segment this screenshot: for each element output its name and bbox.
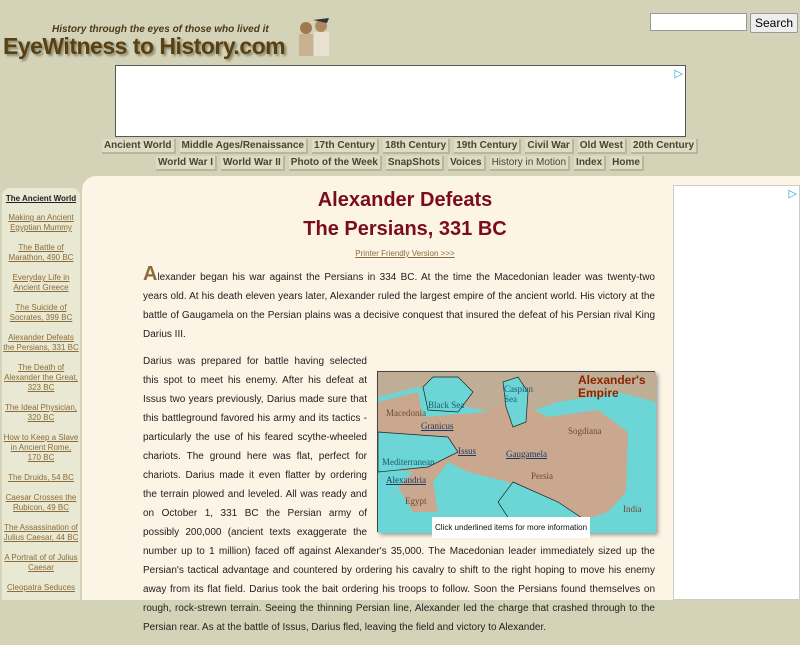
map-label-caspian: Caspian Sea [504,384,533,404]
nav-wwi[interactable]: World War I [156,156,217,171]
paragraph-2 [143,352,655,637]
printer-friendly [140,249,670,258]
nav-snapshots[interactable]: SnapShots [386,156,444,171]
search-form [650,13,798,33]
search-button[interactable]: Search [750,13,798,33]
map-label-macedonia: Macedonia [386,408,426,418]
nav-home[interactable]: Home [610,156,644,171]
map-title: Alexander's Empire [578,373,646,400]
right-ad[interactable] [673,185,800,600]
nav-index[interactable]: Index [574,156,606,171]
map-link-alexandria[interactable]: Alexandria [386,475,426,485]
sidebar-heading[interactable]: The Ancient World [5,194,77,203]
nav-voices[interactable]: Voices [448,156,486,171]
sidebar-item[interactable]: The Battle of Marathon, 490 BC [8,243,74,262]
nav-middle-ages[interactable]: Middle Ages/Renaissance [180,139,308,154]
sidebar-item[interactable]: The Druids, 54 BC [8,473,74,482]
sidebar-item[interactable]: A Portrait of of Julius Caesar [4,553,78,572]
article-body [143,263,655,645]
sidebar-item[interactable]: The Ideal Physician, 320 BC [4,403,78,422]
map-link-granicus[interactable]: Granicus [421,421,454,431]
drop-cap: A [143,263,158,285]
nav-civil-war[interactable]: Civil War [525,139,573,154]
logo-figures-icon [294,14,334,56]
nav-20th-century[interactable]: 20th Century [631,139,698,154]
sidebar-item[interactable]: The Assassination of Julius Caesar, 44 BC [3,523,79,542]
page-title [140,186,670,244]
search-input[interactable] [650,13,747,31]
adchoices-icon[interactable]: ▷ [788,188,797,200]
map-link-issus[interactable]: Issus [458,446,477,456]
map-label-persia: Persia [531,471,553,481]
sidebar [2,188,80,600]
top-ad-banner[interactable] [115,65,686,137]
paragraph-1 [143,263,655,344]
title-line-2: The Persians, 331 BC [303,218,507,240]
map-link-gaugamela[interactable]: Gaugamela [506,449,547,459]
nav-wwii[interactable]: World War II [221,156,285,171]
tagline: History through the eyes of those who lived it [52,24,269,35]
nav-row-1 [0,139,800,154]
map-label-india: India [623,504,642,514]
sidebar-item[interactable]: Making an Ancient Egyptian Mummy [8,213,74,232]
nav-photo-of-week[interactable]: Photo of the Week [289,156,382,171]
sidebar-item[interactable]: Caesar Crosses the Rubicon, 49 BC [5,493,77,512]
nav-old-west[interactable]: Old West [578,139,627,154]
nav-row-2 [0,156,800,171]
title-line-1: Alexander Defeats [317,189,493,211]
nav-19th-century[interactable]: 19th Century [454,139,521,154]
map-label-sogdiana: Sogdiana [568,426,602,436]
sidebar-item[interactable]: Cleopatra Seduces [6,583,76,592]
empire-map[interactable] [377,371,655,532]
site-logo[interactable]: EyeWitness to History.com [3,33,286,59]
nav-history-in-motion[interactable]: History in Motion [490,156,570,171]
printer-friendly-link[interactable]: Printer Friendly Version >>> [355,249,455,258]
map-label-egypt: Egypt [405,496,427,506]
sidebar-item[interactable]: The Suicide of Socrates, 399 BC [9,303,73,322]
paragraph-2-text: Darius was prepared for battle having selected this spot to meet his enemy. After his defeat at Issus two years previously, Darius made sure that this battleground favored his army and its tactics - particularly the use of his feared scythe-wheeled chariots. The ground here was flat, perfect for chariots. Darius made it even flatter by ordering the terrain plowed and leveled. All was ready and on October 1, 331 BC the Persian army of possibly 200,000 (ancient texts exaggerate the number up to 1 million) faced off against Alexander's 35,000. The Macedonian leader immediately sized up the Persian's tactical advantage and countered by ordering his cavalry to shift to the right hoping to move his enemy away from its flat field. Darius took the bait ordering his troops to follow. Soon the Persians found themselves on rough, rock-strewn terrain. Seeing the thinning Persian line, Alexander led the charge that crashed through to the Persian rear. As at the battle of Issus, Darius fled, leaving the field and victory to Alexander. [143,356,655,633]
sidebar-item[interactable]: Everyday Life in Ancient Greece [12,273,70,292]
sidebar-item[interactable]: The Death of Alexander the Great, 323 BC [4,363,78,392]
map-label-black-sea: Black Sea [428,400,465,410]
map-label-mediterranean: Mediterranean [382,457,435,467]
map-caption: Click underlined items for more information [432,517,590,538]
paragraph-1-text: lexander began his war against the Persians in 334 BC. At the time the Macedonian leader was twenty-two years old. At his death eleven years later, Alexander ruled the largest empire of the ancient world. His victory at the battle of Gaugamela on the Persian plains was a decisive conquest that insured the defeat of his Persian rival King Darius III. [143,272,655,340]
nav-ancient-world[interactable]: Ancient World [102,139,176,154]
adchoices-icon[interactable]: ▷ [674,68,683,80]
sidebar-item[interactable]: Alexander Defeats the Persians, 331 BC [3,333,79,352]
nav-18th-century[interactable]: 18th Century [383,139,450,154]
nav-17th-century[interactable]: 17th Century [312,139,379,154]
sidebar-item[interactable]: How to Keep a Slave in Ancient Rome, 170 BC [3,433,79,462]
